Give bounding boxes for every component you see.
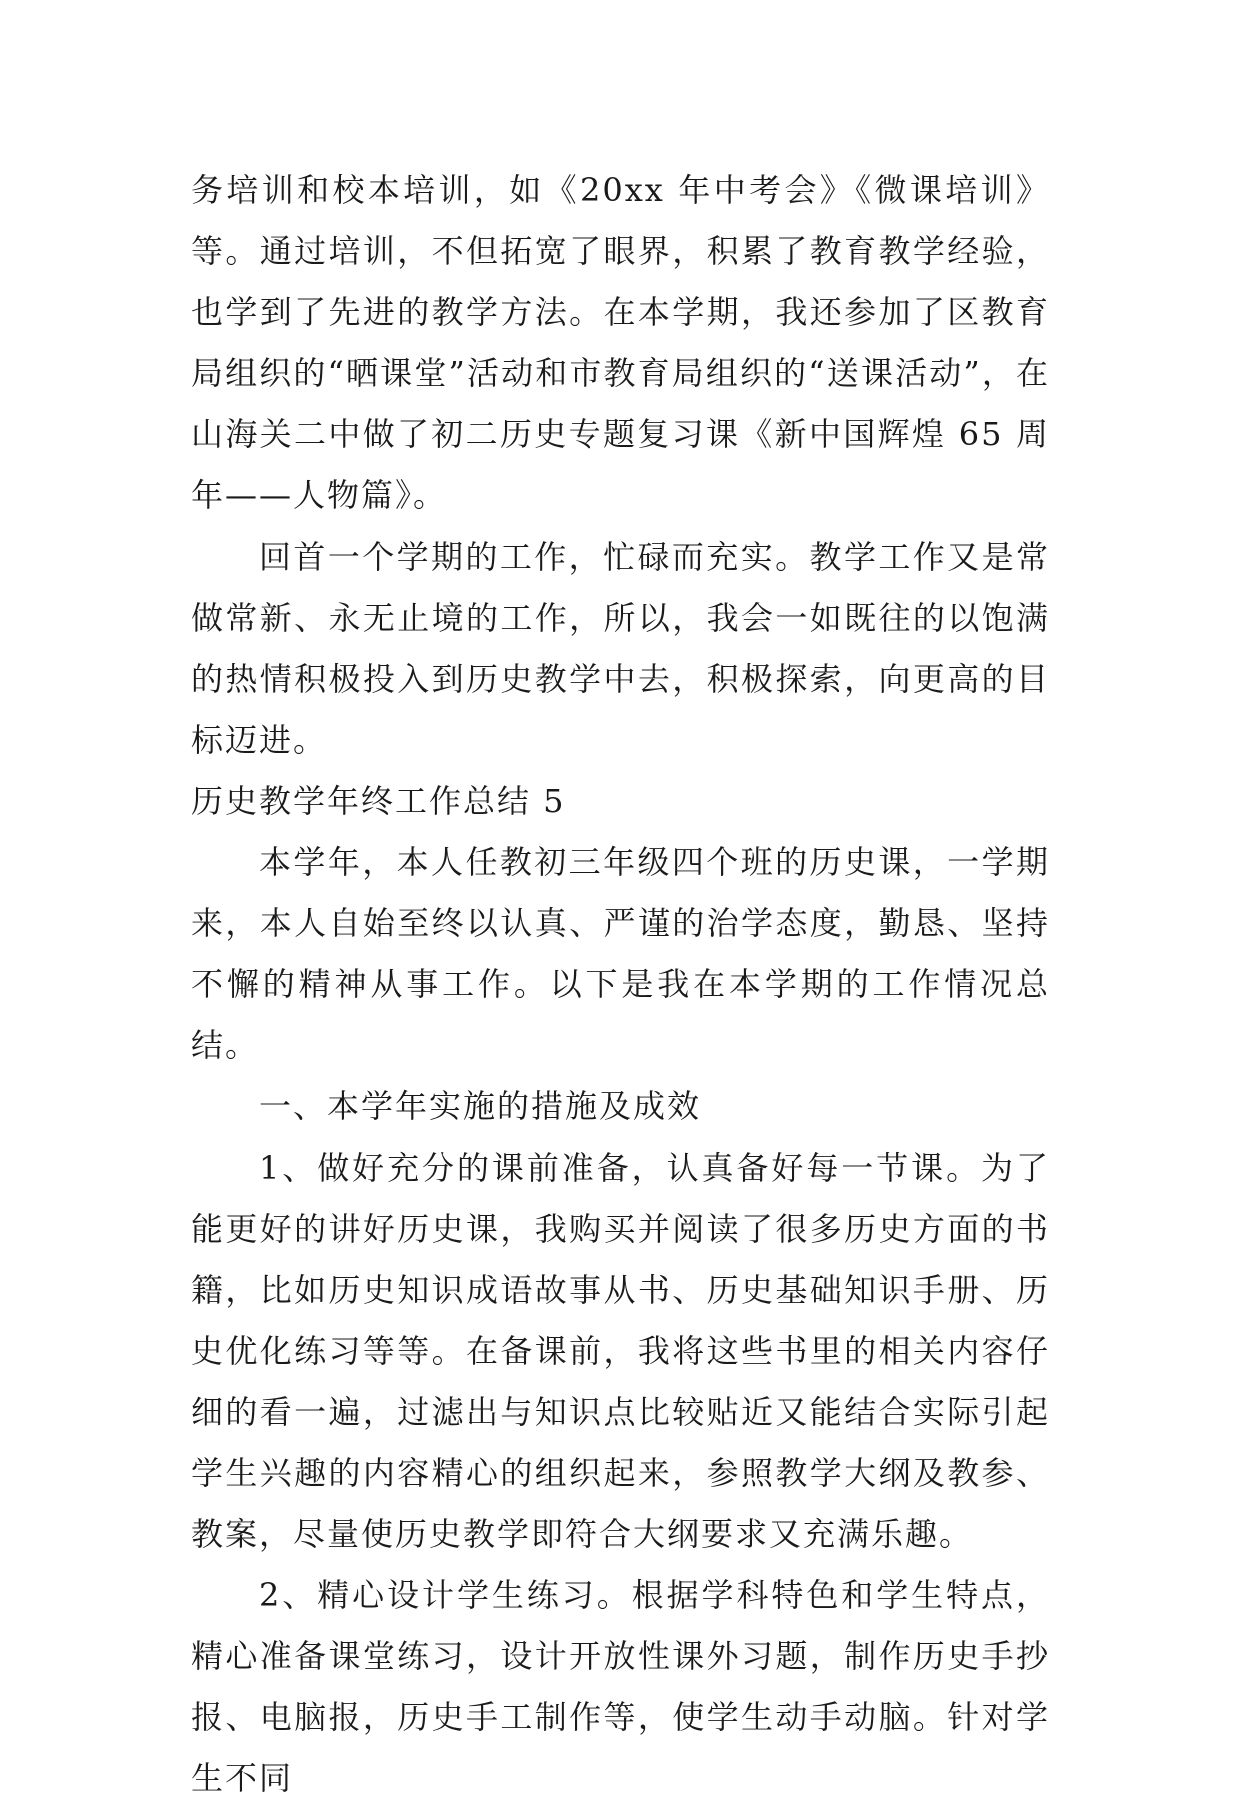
paragraph-item-2: 2、精心设计学生练习。根据学科特色和学生特点，精心准备课堂练习，设计开放性课外习题，制作历史手抄报、电脑报，历史手工制作等，使学生动手动脑。针对学生不同 xyxy=(191,1576,1050,1798)
paragraph-continuation: 务培训和校本培训，如《20xx 年中考会》《微课培训》等。通过培训，不但拓宽了眼界，积累了教育教学经验，也学到了先进的教学方法。在本学期，我还参加了区教育局组织的“晒课堂”活动和市教育局组织的“送课活动”，在山海关二中做了初二历史专题复习课《新中国辉煌 65 周年——人物篇》。 xyxy=(191,171,1050,515)
subheading-measures: 一、本学年实施的措施及成效 xyxy=(259,1087,702,1126)
paragraph-reflection: 回首一个学期的工作，忙碌而充实。教学工作又是常做常新、永无止境的工作，所以，我会一如既往的以饱满的热情积极投入到历史教学中去，积极探索，向更高的目标迈进。 xyxy=(191,537,1050,759)
paragraph-intro: 本学年，本人任教初三年级四个班的历史课，一学期来，本人自始至终以认真、严谨的治学态度，勤恳、坚持不懈的精神从事工作。以下是我在本学期的工作情况总结。 xyxy=(191,843,1050,1065)
section-heading: 历史教学年终工作总结 5 xyxy=(191,781,566,820)
document-page xyxy=(191,160,1050,1810)
paragraph-item-1: 1、做好充分的课前准备，认真备好每一节课。为了能更好的讲好历史课，我购买并阅读了很多历史方面的书籍，比如历史知识成语故事从书、历史基础知识手册、历史优化练习等等。在备课前，我将这些书里的相关内容仔细的看一遍，过滤出与知识点比较贴近又能结合实际引起学生兴趣的内容精心的组织起来，参照教学大纲及教参、教案，尽量使历史教学即符合大纲要求又充满乐趣。 xyxy=(191,1148,1050,1554)
